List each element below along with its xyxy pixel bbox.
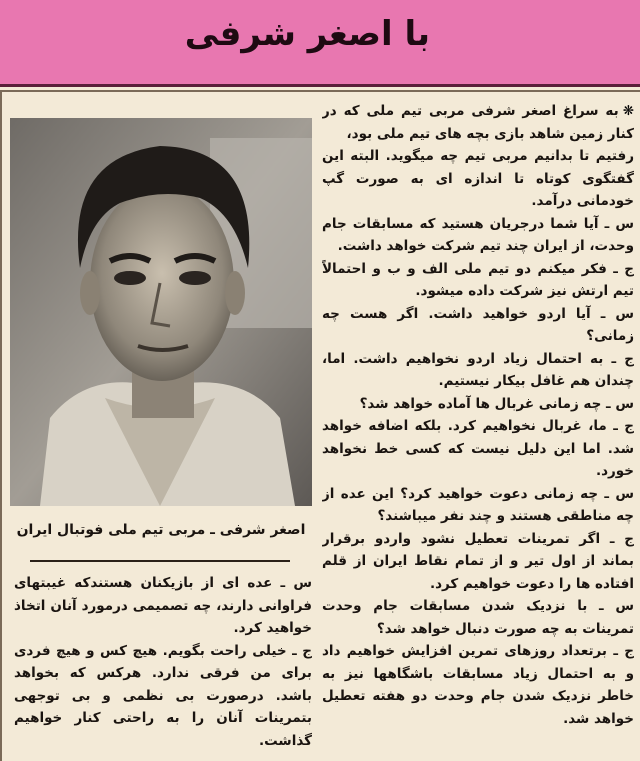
- question: س ـ آیا اردو خواهید داشت. اگر هست چه زمانی؟: [322, 305, 634, 344]
- answer: ج ـ اگر تمرینات تعطیل نشود واردو برقرار بماند از اول تیر و از تمام نقاط ایران از قلم افتاده ها را دعوت خواهیم کرد.: [322, 530, 634, 592]
- article-title: با اصغر شرفی: [184, 14, 430, 54]
- coach-photo: [10, 118, 312, 506]
- caption-divider: [30, 560, 290, 562]
- answer: ج ـ فکر میکنم دو تیم ملی الف و ب و احتمالاً تیم ارتش نیز شرکت داده میشود.: [322, 260, 634, 299]
- answer: ج ـ خیلی راحت بگویم. هیچ کس و هیچ فردی برای من فرقی ندارد. هرکس که بخواهد باشد. درصورت بی نظمی و بی توجهی بتمرینات آنان را به راحتی کنار خواهیم گذاشت.: [14, 642, 312, 749]
- answer: ج ـ ما، غربال نخواهیم کرد. بلکه اضافه خواهد شد. اما این دلیل نیست که کسی خط نخواهد خورد.: [322, 418, 634, 479]
- header-banner: [0, 0, 640, 87]
- question: س ـ عده ای از بازیکنان هستندکه غیبتهای فراوانی دارند، چه تصمیمی درمورد آنان اتخاذ خواهید کرد.: [14, 575, 312, 636]
- star-bullet-icon: ❋: [622, 103, 634, 119]
- question: س ـ چه زمانی دعوت خواهید کرد؟ این عده از چه مناطقی هستند و چند نفر میباشند؟: [322, 485, 634, 524]
- paragraph: رفتیم تا بدانیم مربی تیم چه میگوید. البته این گفتگوی کوتاه تا اندازه ای به صورت گپ خودمانی درآمد.: [322, 148, 634, 209]
- article-right-column: [322, 100, 634, 756]
- answer: ج ـ به احتمال زیاد اردو نخواهیم داشت. اما، چندان هم غافل بیکار نیستیم.: [322, 350, 634, 389]
- lead-paragraph: ❋به سراغ اصغر شرفی مربی تیم ملی که در کنار زمین شاهد بازی بچه های تیم ملی بود،: [322, 103, 634, 142]
- answer: ج ـ برتعداد روزهای تمرین افزایش خواهیم داد و به احتمال زیاد مسابقات باشگاهها نیز به خاطر نزدیک شدن جام وحدت دو هفته تعطیل خواهد شد.: [322, 643, 634, 727]
- portrait-image: [10, 118, 312, 506]
- photo-caption: اصغر شرفی ـ مربی تیم ملی فوتبال ایران: [16, 522, 306, 538]
- question: س ـ آیا شما درجریان هستید که مسابقات جام وحدت، از ایران چند تیم شرکت خواهد داشت.: [322, 215, 634, 254]
- question: س ـ چه زمانی غربال ها آماده خواهد شد؟: [359, 395, 634, 412]
- article-left-column: [14, 572, 312, 754]
- question: س ـ با نزدیک شدن مسابقات جام وحدت تمرینات به چه صورت دنبال خواهد شد؟: [322, 598, 634, 637]
